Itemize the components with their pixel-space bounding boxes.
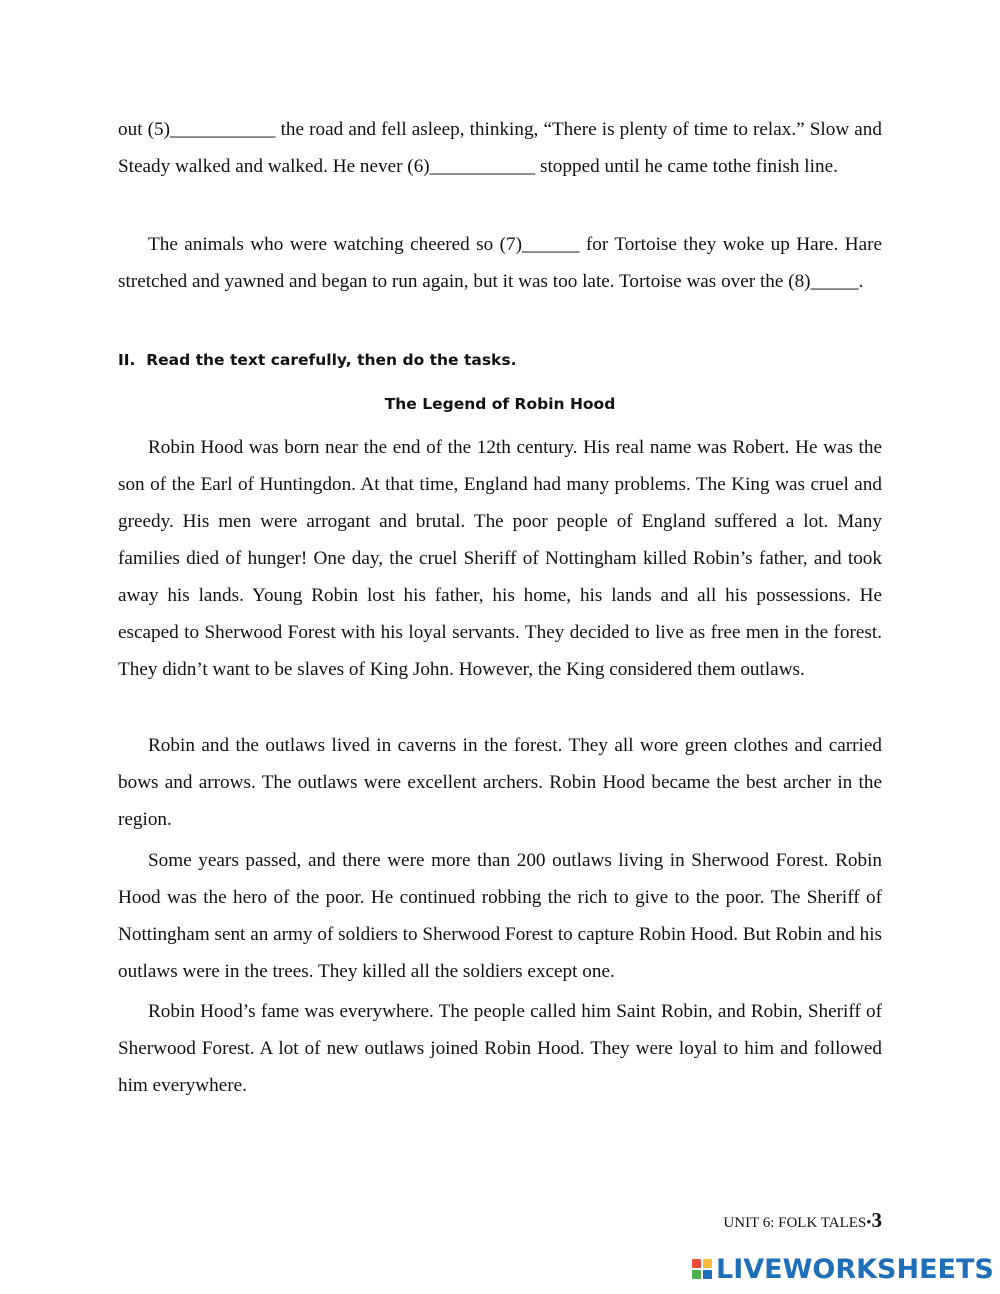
passage-paragraph-gaps-7-8: The animals who were watching cheered so (7)______ for Tortoise they woke up Hare. Hare stretched and yawned and began to run again, but it was too late. Tortoise was over the (8)_____. xyxy=(118,234,882,292)
section-heading: II. Read the text carefully, then do the tasks. xyxy=(118,351,517,369)
reading-paragraph-3: Some years passed, and there were more than 200 outlaws living in Sherwood Forest. Robin Hood was the hero of the poor. He continued robbing the rich to give to the poor. The Sheriff of Nottingham sent an army of soldiers to Sherwood Forest to capture Robin Hood. But Robin and his outlaws were in the trees. They killed all the soldiers except one. xyxy=(118,850,882,982)
reading-paragraph-4: Robin Hood’s fame was everywhere. The people called him Saint Robin, and Robin, Sheriff of Sherwood Forest. A lot of new outlaws joined Robin Hood. They were loyal to him and followed him everywhere. xyxy=(118,1001,882,1096)
unit-label: UNIT 6: FOLK TALES• xyxy=(723,1215,872,1231)
text-title: The Legend of Robin Hood xyxy=(384,395,616,413)
logo-text: LIVEWORKSHEETS xyxy=(716,1253,994,1285)
passage-paragraph-gaps-5-6: out (5)___________ the road and fell asleep, thinking, “There is plenty of time to relax.” Slow and Steady walked and walked. He never (6)___________ stopped until he came tothe finish line. xyxy=(118,119,882,177)
logo-icon xyxy=(692,1259,712,1279)
reading-paragraph-1: Robin Hood was born near the end of the 12th century. His real name was Robert. He was the son of the Earl of Huntingdon. At that time, England had many problems. The King was cruel and greedy. His men were arrogant and brutal. The poor people of England suffered a lot. Many families died of hunger! One day, the cruel Sheriff of Nottingham killed Robin’s father, and took away his lands. Young Robin lost his father, his home, his lands and all his possessions. He escaped to Sherwood Forest with his loyal servants. They decided to live as free men in the forest. They didn’t want to be slaves of King John. However, the King considered them outlaws. xyxy=(118,437,882,680)
liveworksheets-logo xyxy=(692,1252,994,1286)
page-footer xyxy=(723,1208,882,1233)
reading-paragraph-2: Robin and the outlaws lived in caverns in the forest. They all wore green clothes and carried bows and arrows. The outlaws were excellent archers. Robin Hood became the best archer in the region. xyxy=(118,735,882,830)
page-number: 3 xyxy=(871,1208,882,1232)
